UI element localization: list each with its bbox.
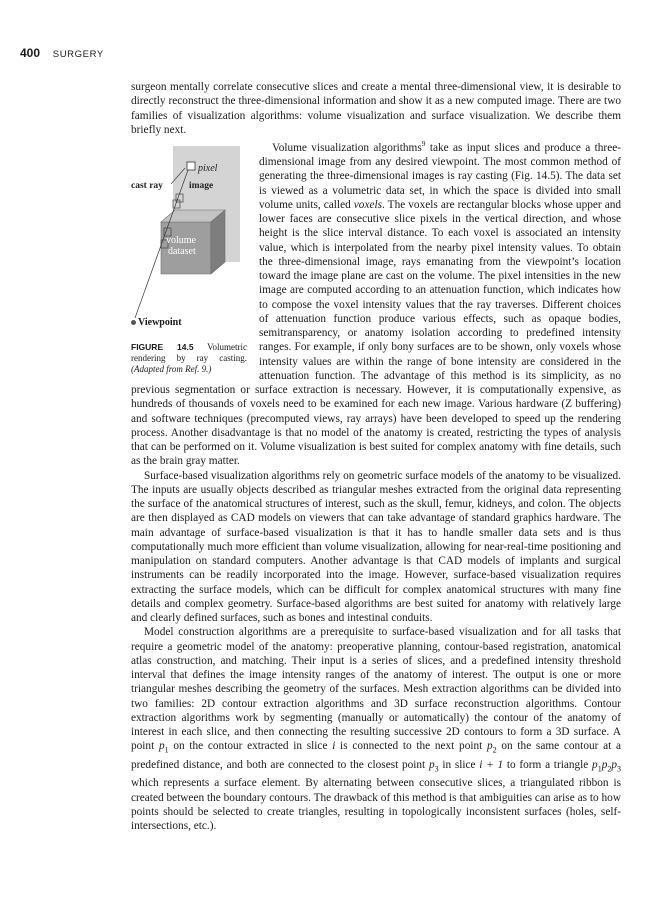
running-header xyxy=(20,46,104,60)
viewpoint-row xyxy=(131,316,247,330)
page-number: 400 xyxy=(20,46,41,60)
figure-14-5 xyxy=(131,140,247,375)
paragraph-1: surgeon mentally correlate consecutive slices and create a mental three-dimensional view, it is desirable to directly reconstruct the three-dimensional information and show it as a new computed image. There are two families of visualization algorithms: volume visualization and surface visualization. We describe them briefly next. xyxy=(131,81,621,136)
ray-casting-diagram xyxy=(131,140,247,318)
figure-caption xyxy=(131,342,247,375)
section-title: SURGERY xyxy=(52,49,104,60)
label-cast-ray: cast ray xyxy=(131,181,163,191)
figure-caption-source: (Adapted from Ref. 9.) xyxy=(131,364,212,375)
term-voxels: voxels xyxy=(353,198,383,211)
figure-caption-label: FIGURE 14.5 xyxy=(131,342,194,353)
paragraph-4: Model construction algorithms are a prerequisite to surface-based visualization and for all tasks that require a geometric model of the anatomy: preoperative planning, contour-based registration, anatomical atlas construction, and matching. Their input is a series of slices, and a predefined intensity threshold interval that defines the image intensity ranges of the anatomy of interest. The output is one or more triangular meshes describing the geometry of the surfaces. Mesh extraction algorithms can be divided into two families: 2D contour extraction algorithms and 3D surface reconstruction algorithms. Contour extraction algorithms work by segmenting (manually or automatically) the contour of the anatomy of interest in each slice, and then connecting the resulting successive 2D contours to form a 3D surface. A point $p_1$ on the contour extracted in slice i is connected to the next point $p_2$ on the same contour at a predefined distance, and both are connected to the closest point $p_3$ in slice i + 1 to form a triangle $p_1p_2p_3$ which represents a surface element. By alternating between consecutive slices, a triangulated ribbon is created between the boundary contours. The drawback of this method is that ambiguities can arise as to how points should be selected to create triangles, resulting in topologically inconsistent surfaces (holes, self-intersections, etc.). xyxy=(131,626,622,833)
label-image: image xyxy=(189,181,214,191)
paragraph-3: Surface-based visualization algorithms rely on geometric surface models of the anatomy to be visualized. The inputs are usually objects described as triangular meshes extracted from the original data representing the surface of the anatomical structures of interest, such as the skull, femur, kidneys, and colon. The objects are then displayed as CAD models on viewers that can take advantage of standard graphics hardware. The main advantage of surface-based visualization is that it has to handle smaller data sets and is thus computationally much more efficient than volume visualization, allowing for near-real-time positioning and manipulation on standard computers. Another advantage is that CAD models of implants and surgical instruments can be readily incorporated into the image. However, surface-based visualization requires extracting the surface models, which can be difficult for complex anatomical structures with many fine details and complex geometry. Surface-based algorithms are best suited for anatomy with relatively large and clearly defined surfaces, such as bones and intestinal conduits. xyxy=(131,469,621,625)
label-viewpoint: Viewpoint xyxy=(138,317,182,328)
paragraph-2: Volume visualization algorithms$^9$ take as input slices and produce a three-dimensional image from any desired viewpoint. The most common method of generating the three-dimensional images is ray casting (Fig. 14.5). The data set is viewed as a volumetric data set, in which the space is divided into small volume units, called voxels. The voxels are rectangular blocks whose upper and lower faces are consecutive slice pixels in the vertical direction, and whose height is the slice interval distance. To each voxel is associated an intensity value, which is interpolated from the nearby pixel intensity values. To obtain the three-dimensional image, rays emanating from the viewpoint’s location toward the image plane are cast on the volume. The pixel intensities in the new image are computed according to an attenuation function, which indicates how to compose the voxel intensity values that the ray traverses. Different choices of attenuation function produce various effects, such as opaque bodies, semitransparency, or anatomy isolation according to predefined intensity ranges. For example, if only bony surfaces are to be shown, only voxels whose intensity values are within the range of bone intensity are considered in the attenuation function. The advantage of this method is its simplicity, as no previous segmentation or surface extraction is necessary. However, it is computationally expensive, as hundreds of thousands of voxels need to be examined for each new image. Various hardware (Z buffering) and software techniques (precomputed views, ray arrays) have been developed to speed up the rendering process. Another disadvantage is that no model of the anatomy is created, restricting the types of analysis that can be performed on it. Volume visualization is best suited for complex anatomy with fine details, such as the brain gray matter. xyxy=(131,139,621,468)
figure-caption-text: Volumetric rendering by ray casting. xyxy=(131,342,247,364)
label-dataset: dataset xyxy=(168,246,196,257)
label-volume: volume xyxy=(166,235,196,246)
reference-marker: 9 xyxy=(421,139,426,148)
pixel-square xyxy=(187,162,195,170)
viewpoint-dot-icon xyxy=(131,320,136,325)
label-pixel: pixel xyxy=(198,163,218,174)
body-text xyxy=(131,80,621,833)
